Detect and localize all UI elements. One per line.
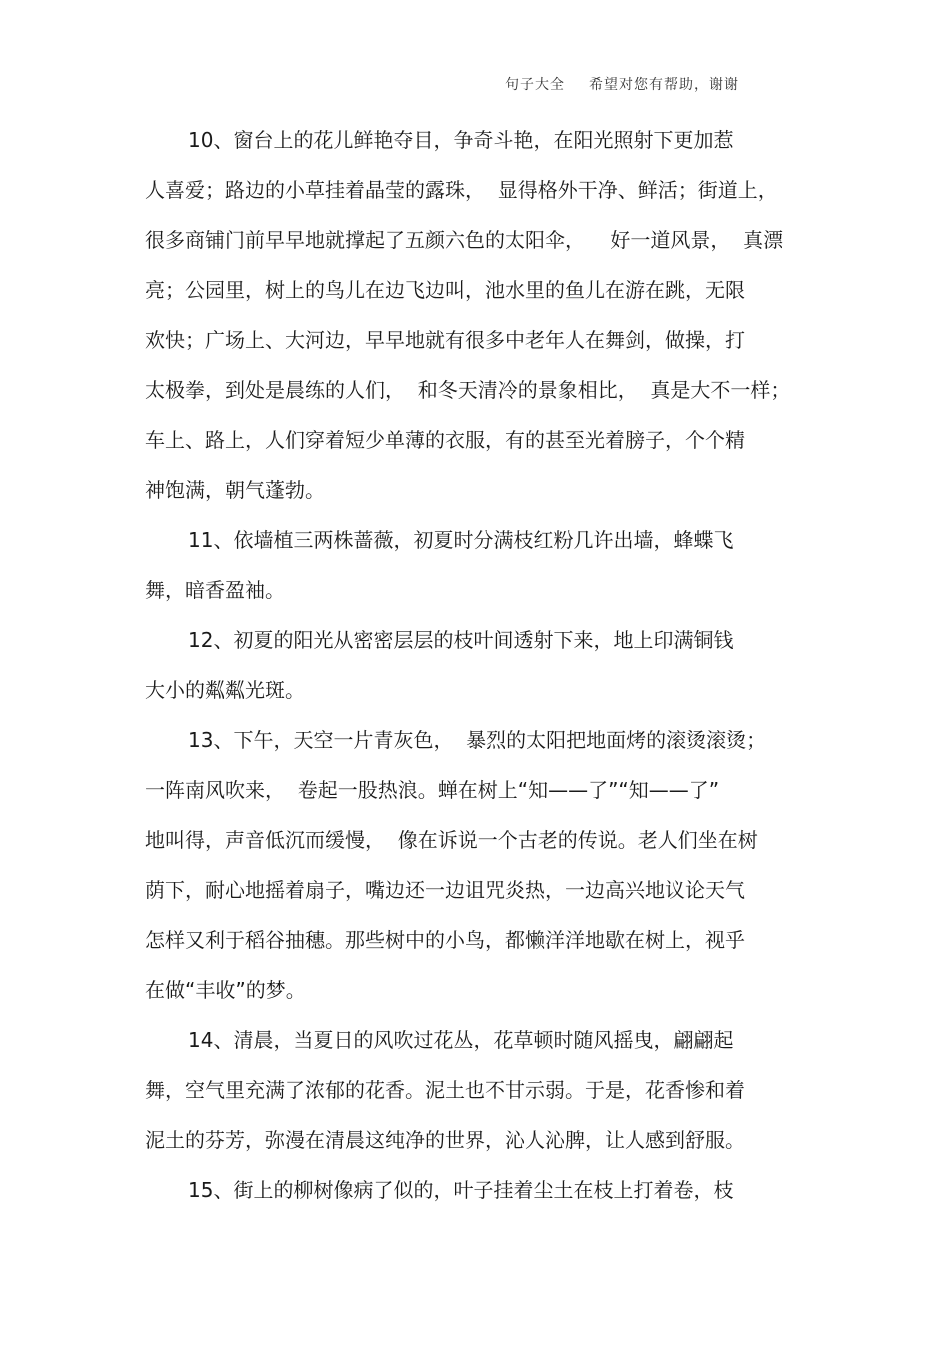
- header-site-title: 句子大全: [505, 77, 565, 93]
- header-greeting: 希望对您有帮助，谢谢: [589, 77, 739, 93]
- text-line: 人喜爱；路边的小草挂着晶莹的露珠， 显得格外干净、鲜活；街道上，: [145, 178, 778, 202]
- text-line: 亮；公园里，树上的鸟儿在边飞边叫，池水里的鱼儿在游在跳，无限: [145, 278, 745, 302]
- text-line: 10、窗台上的花儿鲜艳夺目，争奇斗艳，在阳光照射下更加惹: [188, 128, 734, 152]
- text-line: 太极拳，到处是晨练的人们， 和冬天清冷的景象相比， 真是大不一样；: [145, 378, 791, 402]
- text-line: 神饱满，朝气蓬勃。: [145, 478, 325, 502]
- text-line: 12、初夏的阳光从密密层层的枝叶间透射下来，地上印满铜钱: [188, 628, 734, 652]
- text-line: 14、清晨，当夏日的风吹过花丛，花草顿时随风摇曳，翩翩起: [188, 1028, 734, 1052]
- text-line: 11、依墙植三两株蔷薇，初夏时分满枝红粉几许出墙，蜂蝶飞: [188, 528, 734, 552]
- text-line: 大小的粼粼光斑。: [145, 678, 305, 702]
- text-line: 荫下，耐心地摇着扇子，嘴边还一边诅咒炎热，一边高兴地议论天气: [145, 878, 745, 902]
- text-line: 泥土的芬芳，弥漫在清晨这纯净的世界，沁人沁脾，让人感到舒服。: [145, 1128, 745, 1152]
- text-line: 舞，空气里充满了浓郁的花香。泥土也不甘示弱。于是，花香惨和着: [145, 1078, 745, 1102]
- page-header: [505, 74, 739, 94]
- text-line: 车上、路上，人们穿着短少单薄的衣服，有的甚至光着膀子，个个精: [145, 428, 745, 452]
- text-line: 很多商铺门前早早地就撑起了五颜六色的太阳伞， 好一道风景， 真漂: [145, 228, 784, 252]
- text-line: 在做“丰收”的梦。: [145, 978, 306, 1002]
- text-line: 舞，暗香盈袖。: [145, 578, 285, 602]
- text-line: 怎样又利于稻谷抽穗。那些树中的小鸟，都懒洋洋地歇在树上，视乎: [145, 928, 745, 952]
- text-line: 欢快；广场上、大河边，早早地就有很多中老年人在舞剑，做操，打: [145, 328, 745, 352]
- text-line: 15、街上的柳树像病了似的，叶子挂着尘土在枝上打着卷，枝: [188, 1178, 734, 1202]
- text-line: 13、下午，天空一片青灰色， 暴烈的太阳把地面烤的滚烫滚烫；: [188, 728, 767, 752]
- text-line: 一阵南风吹来， 卷起一股热浪。蝉在树上“知——了”“知——了”: [145, 778, 720, 802]
- text-line: 地叫得，声音低沉而缓慢， 像在诉说一个古老的传说。老人们坐在树: [145, 828, 758, 852]
